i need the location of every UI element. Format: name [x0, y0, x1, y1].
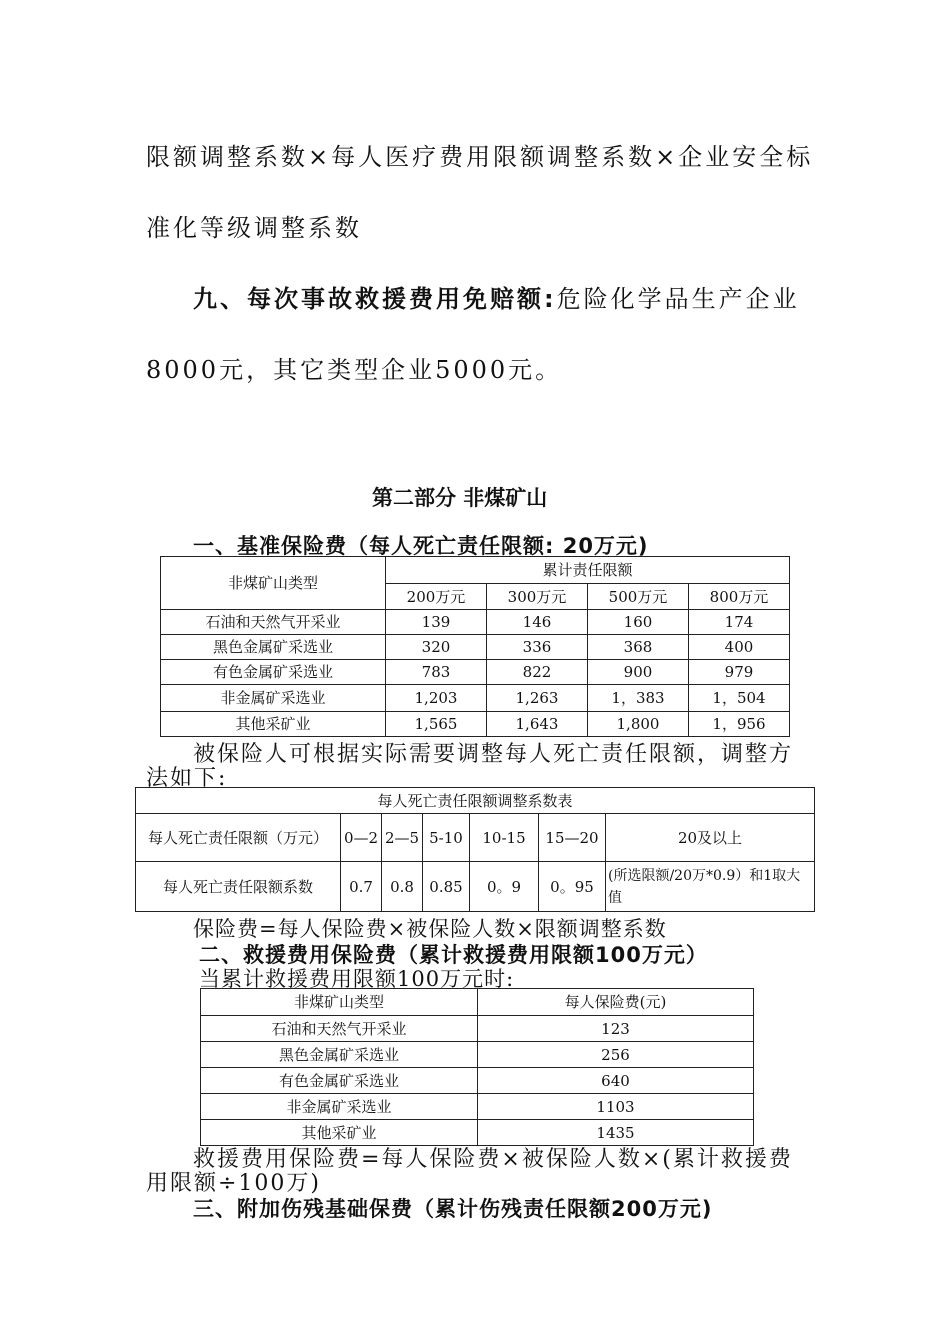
- table-cell: 黑色金属矿采选业: [201, 1042, 478, 1068]
- section-three-heading: 三、附加伤残基础保费（累计伤残责任限额200万元): [193, 1197, 713, 1221]
- paragraph-adjust-1: 被保险人可根据实际需要调整每人死亡责任限额，调整方: [193, 742, 794, 767]
- table-cell: 每人死亡责任限额系数: [136, 862, 341, 912]
- table-cell: 160: [588, 610, 689, 635]
- base-premium-table: [160, 556, 790, 737]
- paragraph-line-4: 8000元，其它类型企业5000元。: [146, 356, 563, 384]
- table-cell: 400: [689, 635, 790, 660]
- death-limit-coefficient-table: [135, 787, 815, 912]
- table-cell: 822: [487, 660, 588, 685]
- table-column-header: 200万元: [386, 584, 487, 610]
- table-cell: 0.85: [423, 862, 470, 912]
- paragraph-line-3: [193, 279, 800, 314]
- table-cell: 1435: [478, 1120, 754, 1146]
- table-cell: 146: [487, 610, 588, 635]
- formula-rescue-1: 救援费用保险费=每人保险费×被保险人数×(累计救援费: [193, 1147, 793, 1172]
- table-row: [201, 1068, 754, 1094]
- table-cell: 0—2: [341, 814, 382, 862]
- table-column-header: 500万元: [588, 584, 689, 610]
- table-cell: 10-15: [470, 814, 539, 862]
- table-cell: 石油和天然气开采业: [161, 610, 386, 635]
- table-cell: 320: [386, 635, 487, 660]
- table-row: [201, 1042, 754, 1068]
- table-column-header: 300万元: [487, 584, 588, 610]
- table-cell: 1，956: [689, 712, 790, 737]
- section-nine-heading: 九、每次事故救援费用免赔额:: [193, 285, 557, 313]
- table-cell: 1103: [478, 1094, 754, 1120]
- table-cell: 20及以上: [606, 814, 815, 862]
- table-cell: 1,800: [588, 712, 689, 737]
- formula-premium: 保险费=每人保险费×被保险人数×限额调整系数: [193, 917, 667, 941]
- table-cell: 其他采矿业: [201, 1120, 478, 1146]
- table-cell: 139: [386, 610, 487, 635]
- table-cell: 1,565: [386, 712, 487, 737]
- section-two-heading: 二、救援费用保险费（累计救援费用限额100万元）: [199, 943, 708, 967]
- formula-rescue-2: 用限额÷100万): [146, 1171, 322, 1196]
- table-cell: 有色金属矿采选业: [201, 1068, 478, 1094]
- table-row: [201, 1016, 754, 1042]
- table-cell: 2—5: [382, 814, 423, 862]
- table-cell: 每人死亡责任限额（万元）: [136, 814, 341, 862]
- table-row: [161, 610, 790, 635]
- table-header-fee: 每人保险费(元): [478, 989, 754, 1016]
- table-cell: 0。95: [539, 862, 606, 912]
- table-row: [161, 712, 790, 737]
- table-cell: 有色金属矿采选业: [161, 660, 386, 685]
- table-title: 每人死亡责任限额调整系数表: [136, 788, 815, 814]
- table-cell: 368: [588, 635, 689, 660]
- paragraph-line-2: 准化等级调整系数: [146, 214, 362, 242]
- table-cell: 石油和天然气开采业: [201, 1016, 478, 1042]
- part-title: 第二部分 非煤矿山: [372, 486, 548, 510]
- table-cell: 0.7: [341, 862, 382, 912]
- table-cell: 1,203: [386, 685, 487, 712]
- table-row: [161, 685, 790, 712]
- table-cell: 640: [478, 1068, 754, 1094]
- table-cell: 其他采矿业: [161, 712, 386, 737]
- table-cell: 256: [478, 1042, 754, 1068]
- section-one-heading: 一、基准保险费（每人死亡责任限额: 20万元): [193, 534, 649, 558]
- table-header-type: 非煤矿山类型: [161, 557, 386, 610]
- table-cell: 900: [588, 660, 689, 685]
- table-column-header: 800万元: [689, 584, 790, 610]
- table-cell: 15—20: [539, 814, 606, 862]
- table-cell: 1,643: [487, 712, 588, 737]
- table-cell: 174: [689, 610, 790, 635]
- table-row: [161, 635, 790, 660]
- paragraph-line-1: 限额调整系数×每人医疗费用限额调整系数×企业安全标: [146, 143, 814, 171]
- table-cell: 783: [386, 660, 487, 685]
- section-nine-text: 危险化学品生产企业: [556, 285, 800, 313]
- table-cell: 0.8: [382, 862, 423, 912]
- table-cell: 1,263: [487, 685, 588, 712]
- table-cell: 123: [478, 1016, 754, 1042]
- table-cell: 非金属矿采选业: [201, 1094, 478, 1120]
- table-cell: 5-10: [423, 814, 470, 862]
- table-cell: 0。9: [470, 862, 539, 912]
- table-cell: (所选限额/20万*0.9）和1取大值: [606, 862, 815, 912]
- paragraph-adjust-2: 法如下:: [146, 766, 228, 791]
- table-cell: 非金属矿采选业: [161, 685, 386, 712]
- table-row: [161, 660, 790, 685]
- table-header-type: 非煤矿山类型: [201, 989, 478, 1016]
- table-row: [201, 1094, 754, 1120]
- rescue-premium-table: [200, 988, 754, 1146]
- table-cell: 979: [689, 660, 790, 685]
- table-cell: 1，383: [588, 685, 689, 712]
- table-cell: 336: [487, 635, 588, 660]
- paragraph-rescue-limit: 当累计救援费用限额100万元时:: [199, 967, 515, 991]
- table-header-group: 累计责任限额: [386, 557, 790, 584]
- table-cell: 黑色金属矿采选业: [161, 635, 386, 660]
- table-cell: 1，504: [689, 685, 790, 712]
